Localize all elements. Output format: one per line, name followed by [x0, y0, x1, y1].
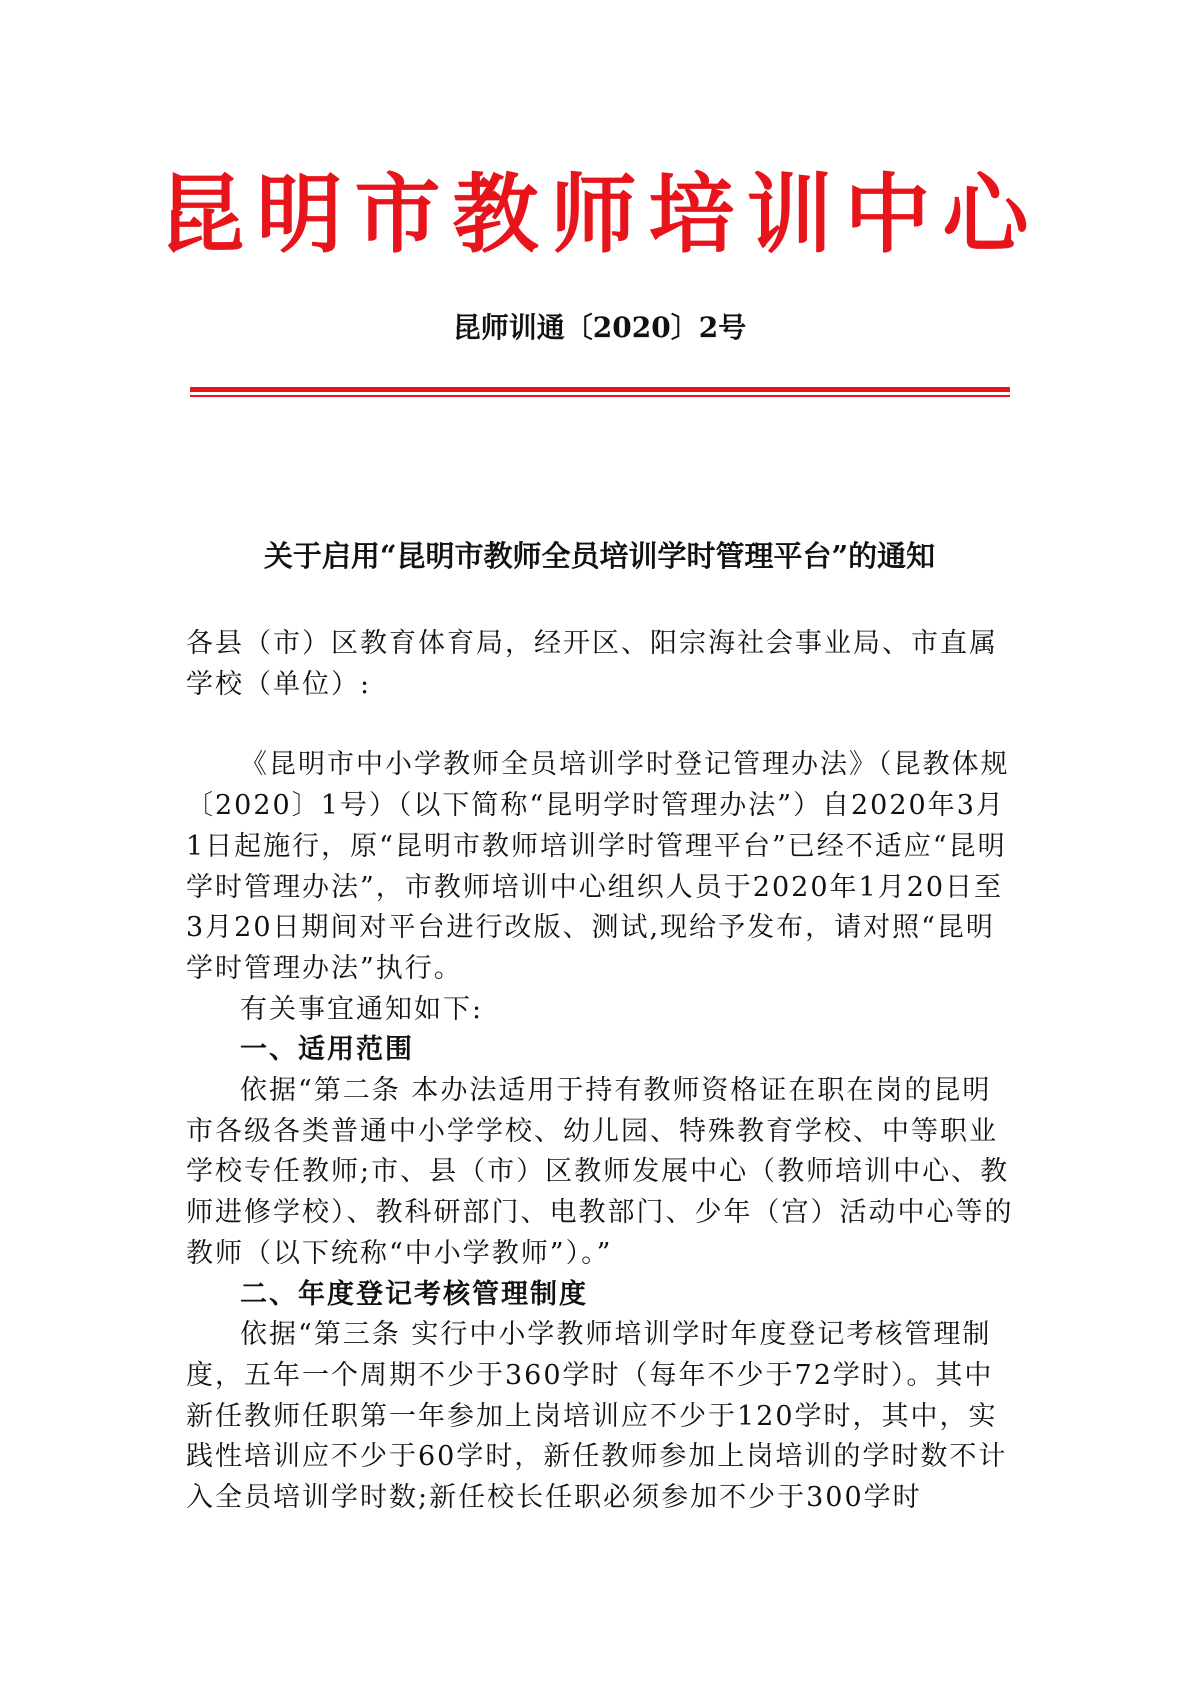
recipients: 各县（市）区教育体育局，经开区、阳宗海社会事业局、市直属学校（单位）: — [186, 628, 998, 700]
organization-title: 昆明市教师培训中心 — [158, 165, 1041, 265]
paragraph-intro: 《昆明市中小学教师全员培训学时登记管理办法》（昆教体规〔2020〕1号）（以下简称“昆明学时管理办法”）自2020年3月1日起施行，原“昆明市教师培训学时管理平台”已经不适应“昆明学时管理办法”，市教师培训中心组织人员于2020年1月20日至3月20日期间对平台进行改版、测试,现给予发布，请对照“昆明学时管理办法”执行。 — [186, 749, 1010, 984]
header-divider-thin — [190, 395, 1010, 397]
header-divider-thick — [190, 387, 1010, 392]
paragraph-notice-items: 有关事宜通知如下: — [240, 993, 484, 1025]
section-heading-scope: 一、适用范围 — [240, 1034, 414, 1066]
paragraph-gap — [186, 705, 1016, 745]
section-text-scope: 依据“第二条 本办法适用于持有教师资格证在职在岗的昆明市各级各类普通中小学学校、幼儿园、特殊教育学校、中等职业学校专任教师;市、县（市）区教师发展中心（教师培训中心、教师进修学校）、教科研部门、电教部门、少年（宫）活动中心等的教师（以下统称“中小学教师”）。” — [186, 1075, 1014, 1269]
notice-body — [186, 624, 1016, 1519]
section-text-annual-registration: 依据“第三条 实行中小学教师培训学时年度登记考核管理制度，五年一个周期不少于360学时（每年不少于72学时）。其中新任教师任职第一年参加上岗培训应不少于120学时，其中，实践性培训应不少于60学时，新任教师参加上岗培训的学时数不计入全员培训学时数;新任校长任职必须参加不少于300学时 — [186, 1319, 1008, 1514]
notice-title: 关于启用“昆明市教师全员培训学时管理平台”的通知 — [263, 539, 936, 573]
section-heading-annual-registration: 二、年度登记考核管理制度 — [240, 1278, 588, 1310]
document-number: 昆师训通〔2020〕2号 — [452, 311, 747, 344]
